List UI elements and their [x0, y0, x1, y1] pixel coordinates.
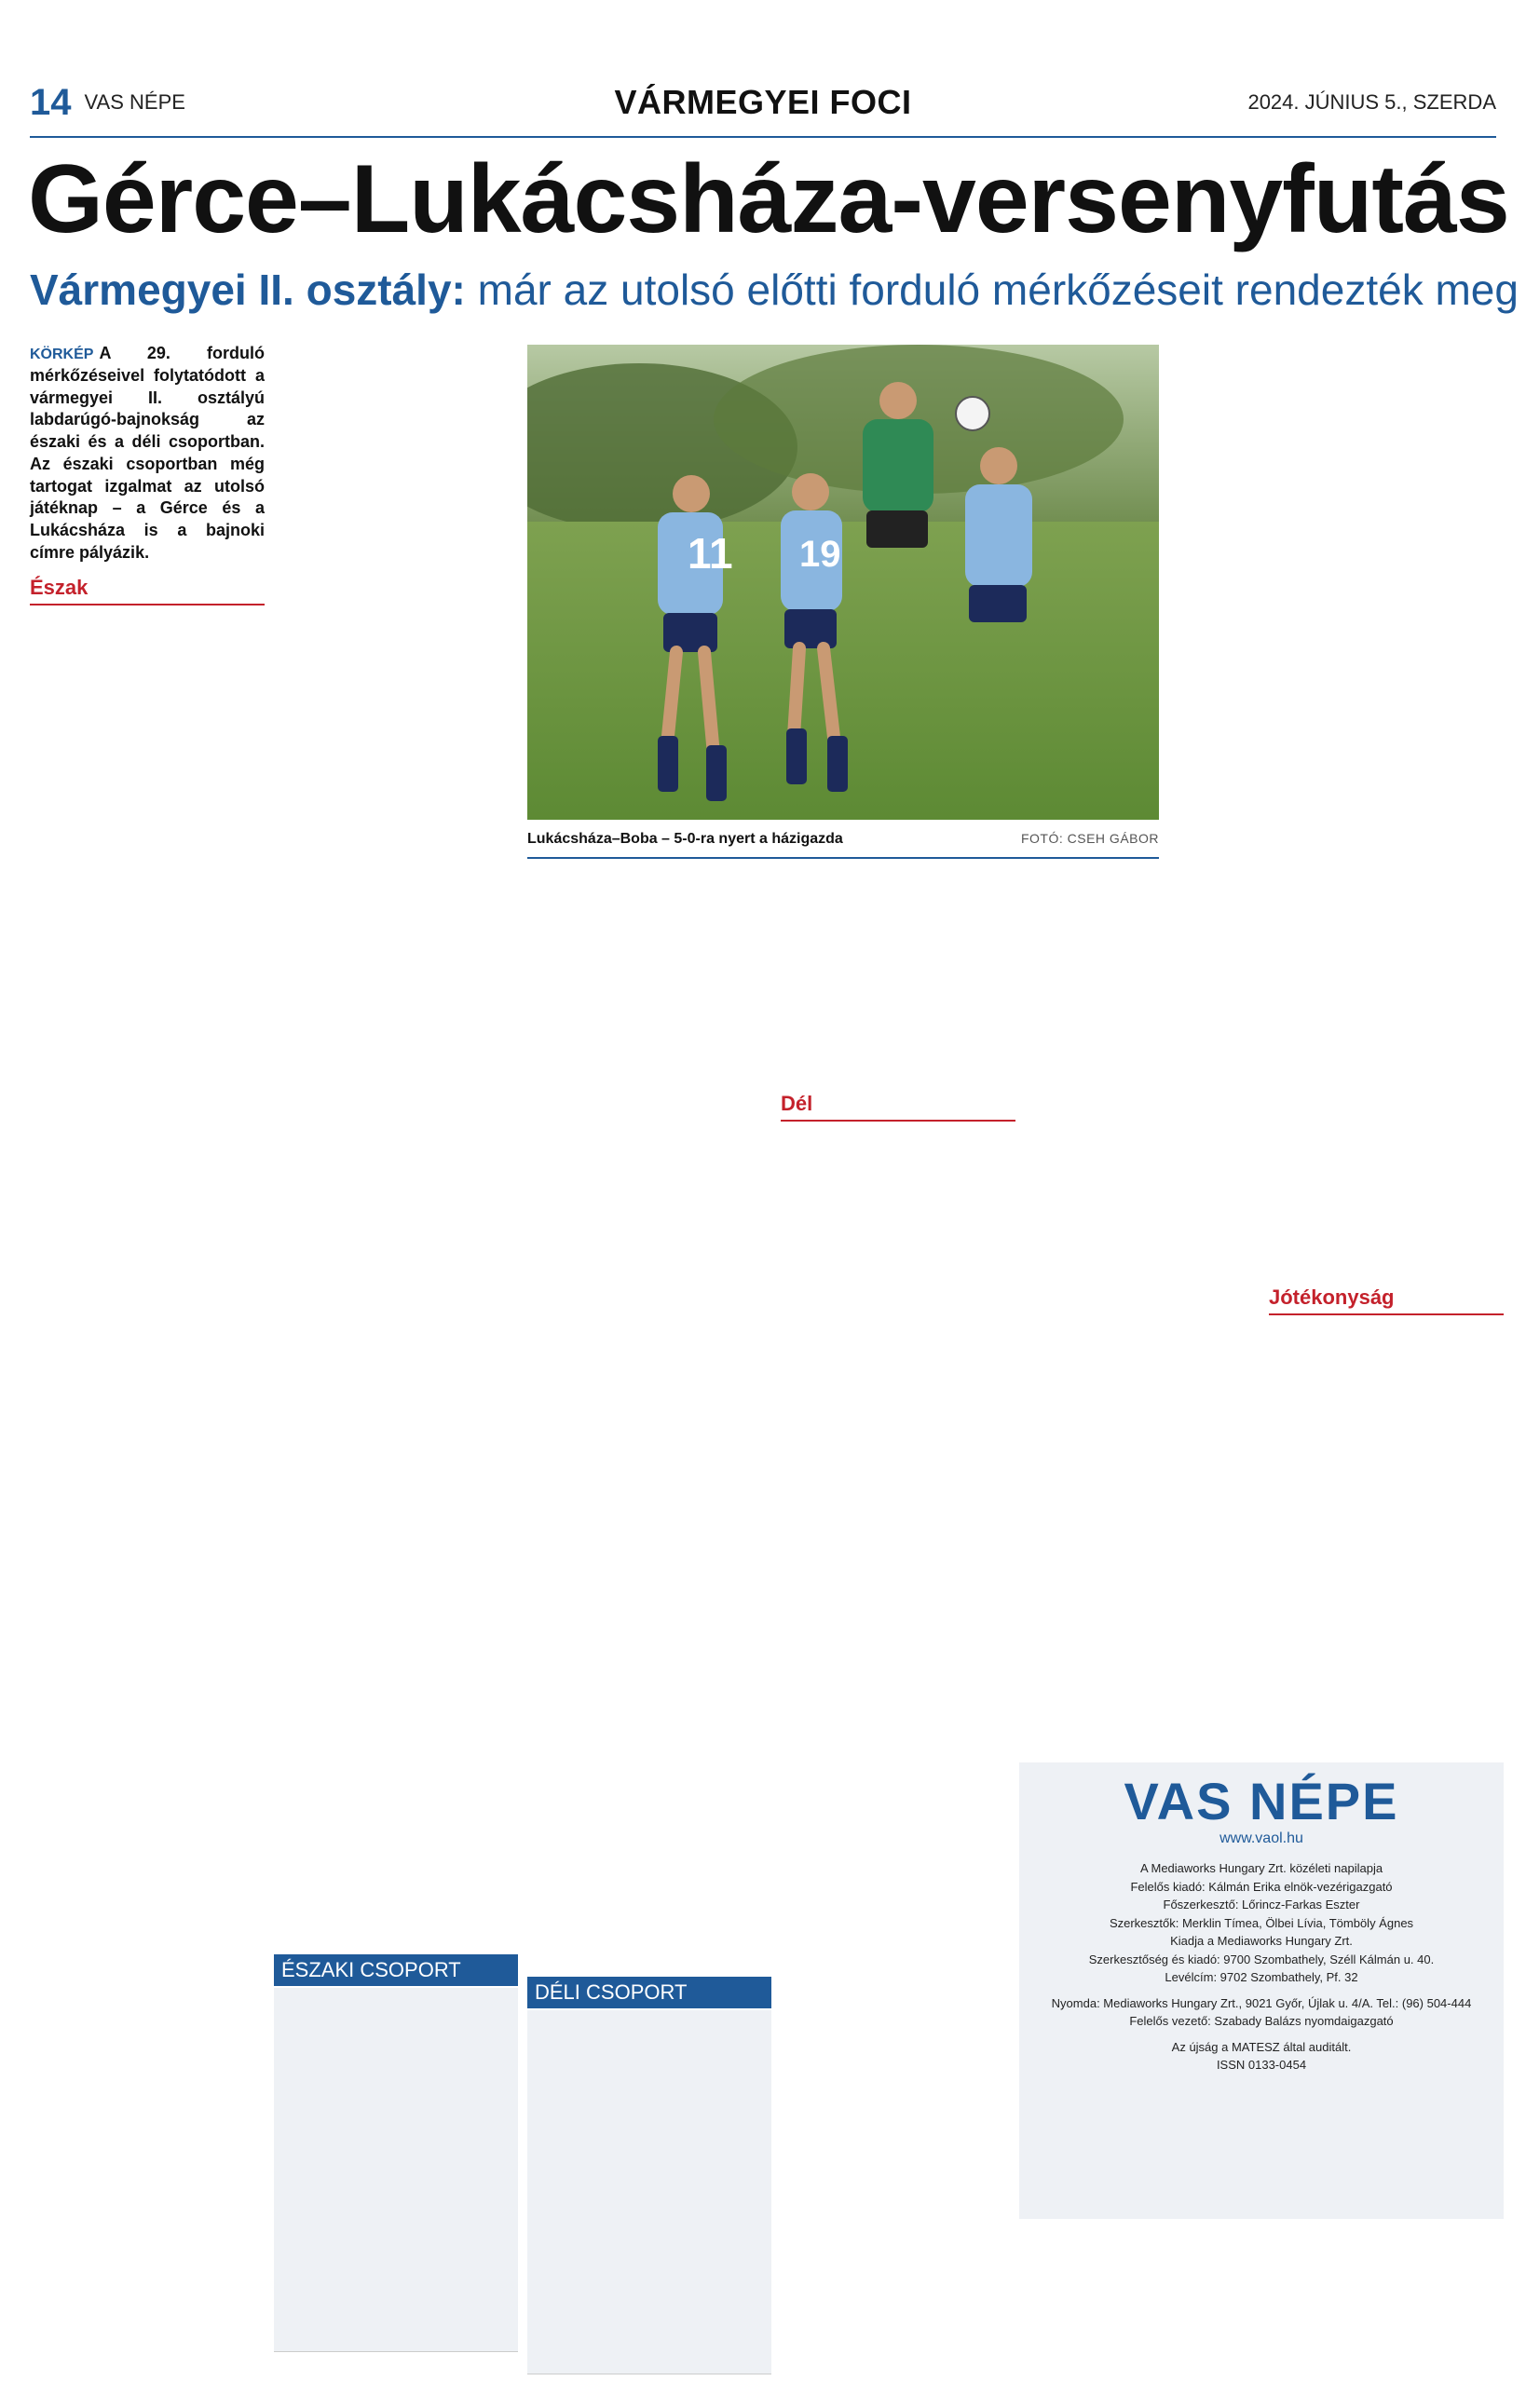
- masthead-line: Az újság a MATESZ által auditált.: [1171, 2039, 1352, 2054]
- section-heading-south: Dél: [781, 1090, 1015, 1122]
- masthead-url: www.vaol.hu: [1219, 1830, 1303, 1846]
- headline: Gérce–Lukácsháza-versenyfutás: [28, 145, 1509, 253]
- paper-name: VAS NÉPE: [84, 90, 185, 114]
- standings-table-north: [274, 1988, 518, 2352]
- section-heading-charity: Jótékonyság: [1269, 1284, 1504, 1315]
- table-title-south: DÉLI CSOPORT: [527, 1977, 771, 2008]
- masthead-line: Főszerkesztő: Lőrincz-Farkas Eszter: [1163, 1898, 1360, 1911]
- photo-credit: FOTÓ: CSEH GÁBOR: [1020, 831, 1159, 846]
- masthead-line: Szerkesztők: Merklin Tímea, Ölbei Lívia, Tömböly Ágnes: [1109, 1915, 1414, 1930]
- issue-date: 2024. JÚNIUS 5., SZERDA: [1247, 90, 1496, 114]
- subheading: [30, 265, 1519, 315]
- photo-caption: [527, 831, 1159, 848]
- kicker: KÖRKÉP: [30, 347, 94, 362]
- article-column-1: [30, 343, 265, 611]
- masthead-box: [1019, 1762, 1504, 2219]
- section-title: VÁRMEGYEI FOCI: [614, 83, 912, 121]
- article-column-6: [1269, 1274, 1504, 1321]
- svg-text:19: 19: [799, 534, 841, 575]
- subheading-lead: Vármegyei II. osztály:: [30, 265, 466, 314]
- masthead-line: ISSN 0133-0454: [1216, 2058, 1307, 2072]
- masthead-line: Felelős kiadó: Kálmán Erika elnök-vezérigazgató: [1130, 1879, 1393, 1894]
- header-rule: [30, 136, 1496, 138]
- intro-text: A 29. forduló mérkőzéseivel folytatódott a vármegyei II. osztályú labdarúgó-bajnokság az északi és a déli csoportban. Az északi csoportban még tartogat izgalmat az utolsó játéknap – a Gérce és a Lukácsháza is a bajnoki címre pályázik.: [30, 344, 265, 562]
- masthead-line: Szerkesztőség és kiadó: 9700 Szombathely, Széll Kálmán u. 40.: [1088, 1952, 1435, 1966]
- masthead-gap: [1019, 1987, 1504, 1994]
- masthead-line: Kiadja a Mediaworks Hungary Zrt.: [1170, 1934, 1353, 1948]
- masthead-line: Nyomda: Mediaworks Hungary Zrt., 9021 Győr, Újlak u. 4/A. Tel.: (96) 504-444: [1051, 1995, 1472, 2010]
- masthead-line: Felelős vezető: Szabady Balázs nyomdaigazgató: [1129, 2014, 1394, 2028]
- caption-rule: [527, 857, 1159, 859]
- subheading-rest: már az utolsó előtti forduló mérkőzéseit rendezték meg: [465, 265, 1519, 314]
- masthead-line: Levélcím: 9702 Szombathely, Pf. 32: [1165, 1970, 1358, 1984]
- masthead-line: A Mediaworks Hungary Zrt. közéleti napilapja: [1139, 1861, 1383, 1875]
- svg-text:11: 11: [688, 529, 733, 578]
- caption-text: Lukácsháza–Boba – 5-0-ra nyert a házigazda: [527, 831, 843, 847]
- article-column-4: [781, 1081, 1015, 1127]
- page-header: [30, 73, 1496, 132]
- standings-table-south: [527, 2010, 771, 2374]
- masthead-gap: [1019, 2031, 1504, 2038]
- masthead-logo: VAS NÉPE: [1124, 1772, 1399, 1830]
- match-photo: [527, 345, 1159, 820]
- section-heading-north: Észak: [30, 574, 265, 605]
- football-photo-illustration: [527, 345, 1159, 820]
- page-number: 14: [30, 81, 72, 123]
- table-title-north: ÉSZAKI CSOPORT: [274, 1954, 518, 1986]
